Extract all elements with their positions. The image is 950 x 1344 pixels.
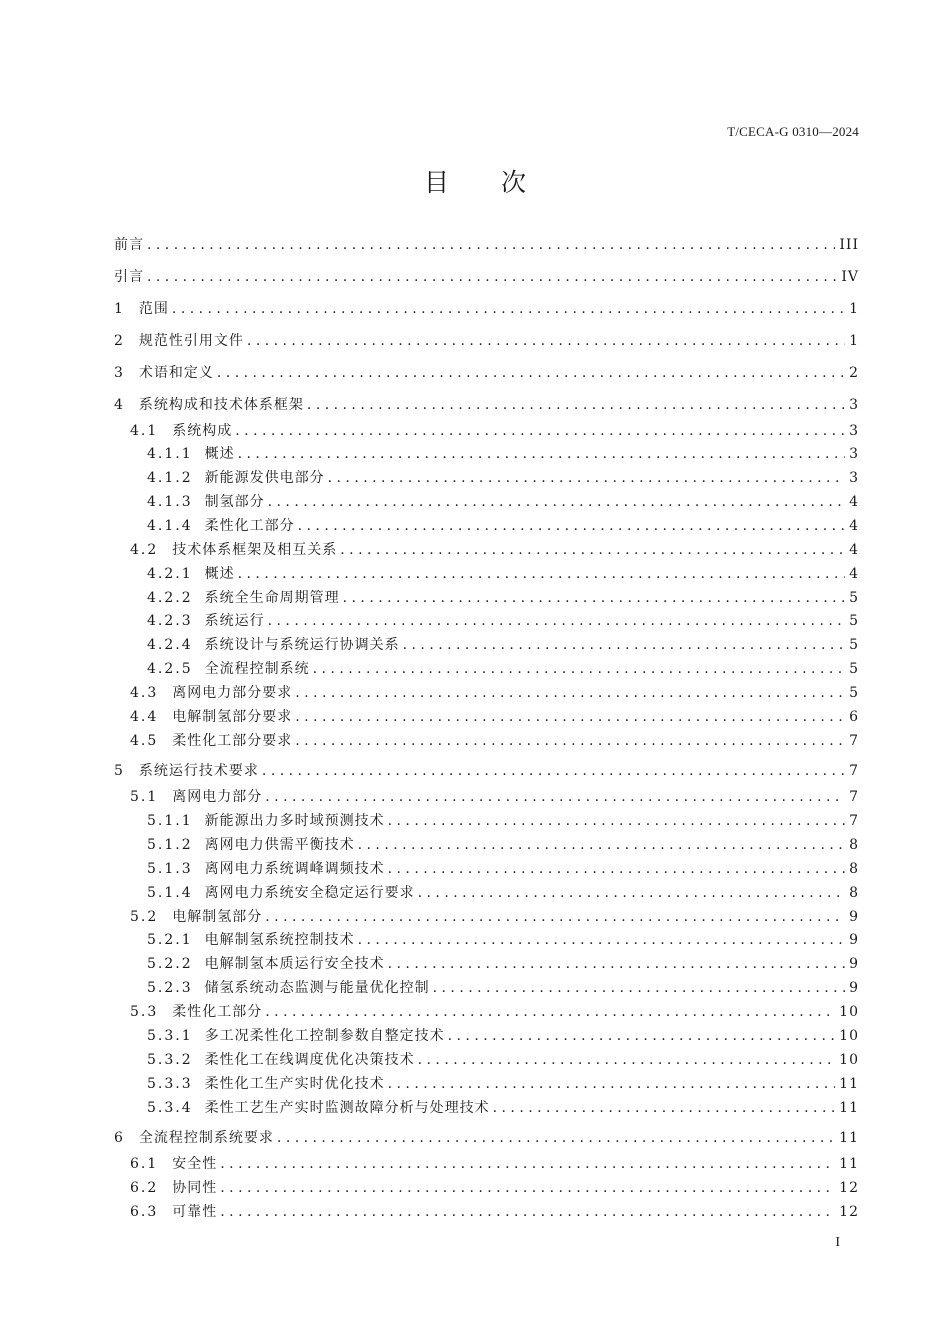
dot-leader [268, 610, 845, 632]
toc-entry-title: 系统构成 [172, 423, 233, 439]
toc-entry-title: 离网电力部分 [172, 789, 263, 805]
toc-entry-title: 系统设计与系统运行协调关系 [204, 637, 400, 653]
toc-entry-page: 9 [849, 932, 859, 948]
toc-entry-page: 7 [849, 733, 859, 749]
toc-entry-number: 4.2.4 [147, 637, 193, 653]
dot-leader [295, 706, 845, 728]
toc-entry-number: 5.1.4 [147, 885, 193, 901]
toc-entry[interactable] [114, 834, 859, 856]
toc-entry-page: 5 [849, 637, 859, 653]
dot-leader [268, 491, 845, 513]
toc-entry[interactable] [114, 515, 859, 537]
toc-entry-page: 9 [849, 909, 859, 925]
toc-entry-title: 离网电力系统调峰调频技术 [204, 861, 385, 877]
dot-leader [220, 1201, 835, 1223]
toc-entry-number: 6.2 [130, 1180, 159, 1196]
page-number: I [835, 1235, 840, 1250]
toc-entry-page: 6 [849, 709, 859, 725]
toc-entry[interactable] [114, 1025, 859, 1047]
toc-entry-title: 安全性 [172, 1156, 218, 1172]
toc-entry[interactable] [114, 394, 859, 416]
toc-entry[interactable] [114, 953, 859, 975]
toc-entry-page: 5 [849, 685, 859, 701]
toc-entry-title: 系统全生命周期管理 [204, 590, 340, 606]
dot-leader [403, 634, 845, 656]
toc-entry[interactable] [114, 1073, 859, 1095]
toc-entry-title: 储氢系统动态监测与能量优化控制 [204, 980, 430, 996]
toc-entry-title: 柔性化工在线调度优化决策技术 [204, 1052, 415, 1068]
toc-entry[interactable] [114, 539, 859, 561]
toc-entry-title: 全流程控制系统 [204, 661, 310, 677]
toc-entry-title: 概述 [204, 566, 235, 582]
toc-entry-page: 10 [839, 1028, 859, 1044]
toc-entry-title: 柔性化工部分 [204, 518, 295, 534]
toc-entry-page: 9 [849, 956, 859, 972]
table-of-contents [114, 0, 859, 1344]
toc-entry-number: 4.2.1 [147, 566, 193, 582]
toc-entry-page: 3 [849, 397, 859, 413]
toc-entry-number: 5.1 [130, 789, 159, 805]
dot-leader [493, 1097, 836, 1119]
toc-entry[interactable] [114, 362, 859, 384]
page-title: 目 次 [424, 168, 548, 197]
toc-entry-page: 2 [849, 365, 859, 381]
toc-entry-page: 12 [839, 1204, 859, 1220]
dot-leader [448, 1025, 836, 1047]
toc-entry[interactable] [114, 420, 859, 442]
dot-leader [295, 682, 845, 704]
toc-entry-number: 6 [114, 1130, 125, 1146]
dot-leader [340, 539, 845, 561]
toc-entry-page: 11 [839, 1156, 859, 1172]
toc-entry-title: 新能源出力多时域预测技术 [204, 813, 385, 829]
toc-entry-number: 5 [114, 763, 125, 779]
toc-entry[interactable] [114, 760, 859, 782]
dot-leader [172, 298, 845, 320]
toc-entry-number: 6.1 [130, 1156, 159, 1172]
dot-leader [343, 587, 845, 609]
toc-entry-title: 柔性化工部分要求 [172, 733, 293, 749]
toc-entry-page: IV [841, 269, 859, 285]
toc-entry-title: 规范性引用文件 [138, 333, 244, 349]
dot-leader [147, 266, 837, 288]
toc-entry[interactable] [114, 467, 859, 489]
dot-leader [388, 1073, 836, 1095]
toc-entry-number: 4.4 [130, 709, 159, 725]
dot-leader [147, 234, 835, 256]
toc-entry[interactable] [114, 1001, 859, 1023]
toc-entry-title: 离网电力部分要求 [172, 685, 293, 701]
toc-entry-page: 8 [849, 837, 859, 853]
toc-entry-page: 11 [839, 1100, 859, 1116]
toc-entry-page: 4 [849, 542, 859, 558]
toc-entry-page: 7 [849, 789, 859, 805]
toc-entry-number: 4.3 [130, 685, 159, 701]
toc-entry-title: 引言 [114, 269, 144, 285]
dot-leader [388, 810, 845, 832]
toc-entry-title: 范围 [138, 301, 169, 317]
toc-entry-number: 4.2 [130, 542, 159, 558]
toc-entry-number: 5.2.1 [147, 932, 193, 948]
toc-entry-page: 7 [849, 813, 859, 829]
toc-entry-number: 5.3.3 [147, 1076, 193, 1092]
toc-entry-number: 4.2.2 [147, 590, 193, 606]
toc-entry[interactable] [114, 1153, 859, 1175]
toc-entry[interactable] [114, 1201, 859, 1223]
toc-entry[interactable] [114, 634, 859, 656]
document-code: T/CECA-G 0310—2024 [727, 124, 859, 139]
toc-entry-title: 柔性化工部分 [172, 1004, 263, 1020]
toc-entry[interactable] [114, 882, 859, 904]
dot-leader [313, 658, 845, 680]
toc-entry-title: 多工况柔性化工控制参数自整定技术 [204, 1028, 445, 1044]
toc-entry-number: 4 [114, 397, 125, 413]
toc-entry-number: 1 [114, 301, 125, 317]
toc-entry-title: 前言 [114, 237, 144, 253]
dot-leader [307, 394, 845, 416]
toc-entry-page: 4 [849, 518, 859, 534]
toc-entry-number: 3 [114, 365, 125, 381]
toc-entry[interactable] [114, 858, 859, 880]
toc-entry[interactable] [114, 563, 859, 585]
toc-entry-number: 4.5 [130, 733, 159, 749]
toc-entry-title: 系统运行 [204, 613, 265, 629]
toc-entry-title: 术语和定义 [138, 365, 214, 381]
toc-entry-title: 系统运行技术要求 [138, 763, 259, 779]
toc-entry[interactable] [114, 266, 859, 288]
toc-entry-number: 5.2.2 [147, 956, 193, 972]
toc-entry-number: 2 [114, 333, 125, 349]
toc-entry[interactable] [114, 786, 859, 808]
dot-leader [433, 977, 845, 999]
toc-entry-page: 3 [849, 470, 859, 486]
toc-entry-title: 离网电力供需平衡技术 [204, 837, 355, 853]
toc-entry-title: 电解制氢部分要求 [172, 709, 293, 725]
toc-entry-number: 5.2 [130, 909, 159, 925]
toc-entry-number: 5.1.1 [147, 813, 193, 829]
toc-entry-page: 10 [839, 1052, 859, 1068]
toc-entry-title: 电解制氢系统控制技术 [204, 932, 355, 948]
toc-entry-title: 全流程控制系统要求 [138, 1130, 274, 1146]
toc-entry-number: 4.1.3 [147, 494, 193, 510]
toc-entry[interactable] [114, 730, 859, 752]
toc-entry-number: 4.1.4 [147, 518, 193, 534]
toc-entry-page: 4 [849, 494, 859, 510]
toc-entry-page: 5 [849, 590, 859, 606]
toc-entry-page: 10 [839, 1004, 859, 1020]
toc-entry-title: 离网电力系统安全稳定运行要求 [204, 885, 415, 901]
toc-entry-title: 可靠性 [172, 1204, 218, 1220]
toc-entry[interactable] [114, 1127, 859, 1149]
toc-entry[interactable] [114, 587, 859, 609]
toc-entry[interactable] [114, 298, 859, 320]
toc-entry-number: 4.1.2 [147, 470, 193, 486]
dot-leader [220, 1153, 835, 1175]
toc-entry-page: 11 [839, 1076, 859, 1092]
toc-entry-title: 制氢部分 [204, 494, 265, 510]
dot-leader [358, 929, 845, 951]
toc-entry-number: 6.3 [130, 1204, 159, 1220]
dot-leader [328, 467, 845, 489]
toc-entry[interactable] [114, 330, 859, 352]
toc-entry-title: 电解制氢部分 [172, 909, 263, 925]
toc-entry[interactable] [114, 929, 859, 951]
dot-leader [220, 1177, 835, 1199]
toc-entry[interactable] [114, 810, 859, 832]
toc-entry-title: 概述 [204, 446, 235, 462]
toc-entry-page: 7 [849, 763, 859, 779]
toc-entry-page: III [839, 237, 859, 253]
toc-entry-page: 5 [849, 613, 859, 629]
dot-leader [265, 786, 845, 808]
dot-leader [388, 858, 845, 880]
dot-leader [265, 906, 845, 928]
toc-entry-number: 5.1.3 [147, 861, 193, 877]
toc-entry[interactable] [114, 658, 859, 680]
toc-entry-number: 5.3.1 [147, 1028, 193, 1044]
dot-leader [388, 953, 845, 975]
toc-entry-page: 4 [849, 566, 859, 582]
toc-entry-number: 4.1 [130, 423, 159, 439]
toc-entry-page: 3 [849, 423, 859, 439]
toc-entry[interactable] [114, 234, 859, 256]
dot-leader [235, 420, 845, 442]
toc-entry-title: 柔性化工生产实时优化技术 [204, 1076, 385, 1092]
dot-leader [418, 1049, 836, 1071]
toc-entry[interactable] [114, 1049, 859, 1071]
toc-entry[interactable] [114, 491, 859, 513]
toc-entry-title: 技术体系框架及相互关系 [172, 542, 338, 558]
toc-entry-title: 柔性工艺生产实时监测故障分析与处理技术 [204, 1100, 490, 1116]
toc-entry-number: 5.3.2 [147, 1052, 193, 1068]
toc-entry-title: 系统构成和技术体系框架 [138, 397, 304, 413]
toc-entry[interactable] [114, 1097, 859, 1119]
toc-entry-title: 电解制氢本质运行安全技术 [204, 956, 385, 972]
toc-entry[interactable] [114, 706, 859, 728]
toc-entry[interactable] [114, 610, 859, 632]
toc-entry-title: 协同性 [172, 1180, 218, 1196]
toc-entry-page: 11 [839, 1130, 859, 1146]
dot-leader [238, 563, 845, 585]
toc-entry-page: 12 [839, 1180, 859, 1196]
dot-leader [298, 515, 845, 537]
dot-leader [247, 330, 845, 352]
toc-entry-number: 4.1.1 [147, 446, 193, 462]
toc-entry-page: 8 [849, 861, 859, 877]
toc-entry-number: 5.1.2 [147, 837, 193, 853]
toc-entry[interactable] [114, 443, 859, 465]
toc-entry-page: 3 [849, 446, 859, 462]
dot-leader [418, 882, 845, 904]
toc-entry-number: 4.2.3 [147, 613, 193, 629]
dot-leader [295, 730, 845, 752]
toc-entry-title: 新能源发供电部分 [204, 470, 325, 486]
toc-entry-number: 5.3 [130, 1004, 159, 1020]
toc-entry[interactable] [114, 682, 859, 704]
dot-leader [238, 443, 845, 465]
toc-entry-number: 4.2.5 [147, 661, 193, 677]
toc-entry[interactable] [114, 1177, 859, 1199]
toc-entry-page: 1 [849, 333, 859, 349]
toc-entry-number: 5.2.3 [147, 980, 193, 996]
dot-leader [262, 760, 845, 782]
toc-entry-page: 8 [849, 885, 859, 901]
toc-entry-page: 9 [849, 980, 859, 996]
toc-entry-page: 5 [849, 661, 859, 677]
dot-leader [358, 834, 845, 856]
dot-leader [265, 1001, 835, 1023]
dot-leader [217, 362, 845, 384]
toc-entry-number: 5.3.4 [147, 1100, 193, 1116]
toc-entry[interactable] [114, 906, 859, 928]
dot-leader [277, 1127, 835, 1149]
toc-entry-page: 1 [849, 301, 859, 317]
toc-entry[interactable] [114, 977, 859, 999]
